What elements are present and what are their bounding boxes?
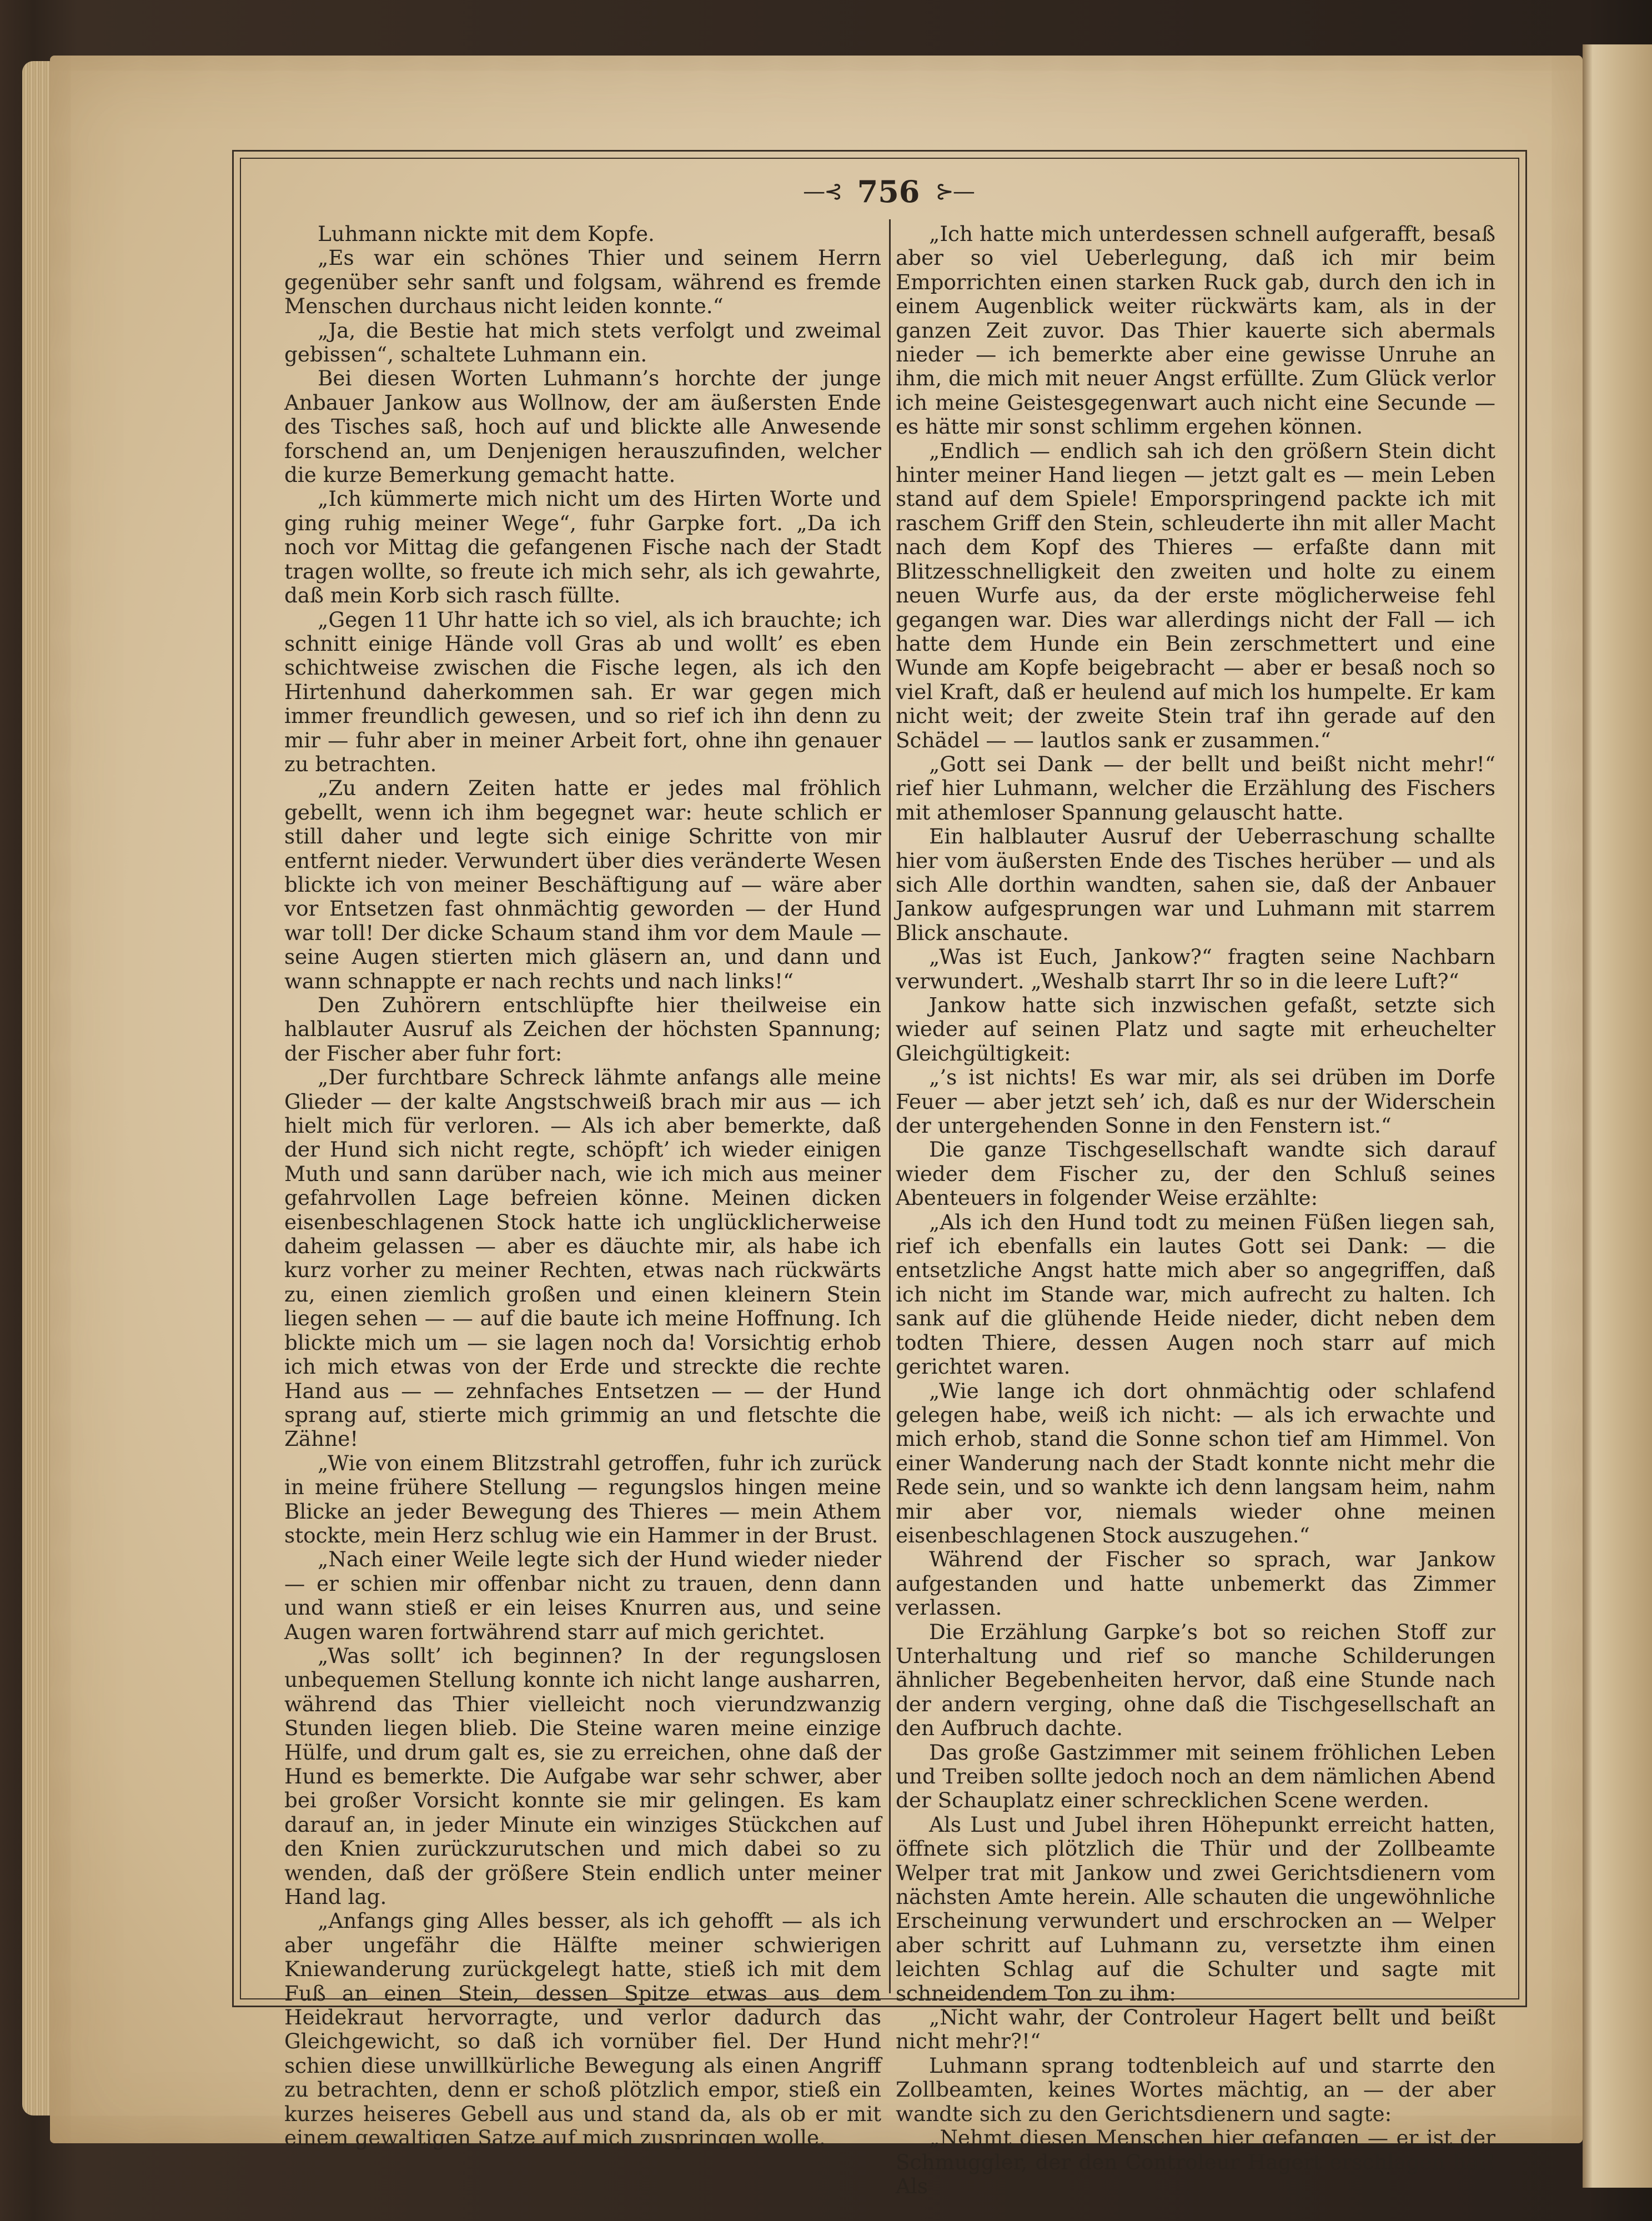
paragraph: „Als ich den Hund todt zu meinen Füßen liegen sah, rief ich ebenfalls ein lautes Gott sei Dank: — die entsetzliche Angst hatte mich aber so angegriffen, daß ich nicht im Stande war, mich aufrecht zu halten. Ich sank auf die glühende Heide nieder, dicht neben dem todten Thiere, dessen Augen noch starr auf mich gerichtet waren. (896, 1209, 1495, 1379)
column-divider (889, 219, 891, 1993)
paragraph: Die Erzählung Garpke’s bot so reichen Stoff zur Unterhaltung und rief so manche Schilderungen ähnlicher Begebenheiten hervor, daß eine Stunde nach der andern verging, ohne daß die Tischgesellschaft an den Aufbruch dachte. (896, 1619, 1495, 1741)
header-ornament-left: —⊰ (803, 179, 842, 204)
paragraph: Den Zuhörern entschlüpfte hier theilweise ein halblauter Ausruf als Zeichen der höchsten Spannung; der Fischer aber fuhr fort: (284, 993, 881, 1066)
paragraph: „Zu andern Zeiten hatte er jedes mal fröhlich gebellt, wenn ich ihm begegnet war: heute schlich er still daher und legte sich einige Schritte von mir entfernt nieder. Verwundert über dies veränderte Wesen blickte ich von meiner Beschäftigung auf — wäre aber vor Entsetzen fast ohnmächtig geworden — der Hund war toll! Der dicke Schaum stand ihm vor dem Maule — seine Augen stierten mich gläsern an, und dann und wann schnappte er nach rechts und nach links!“ (284, 776, 881, 993)
header-ornament-right: ⊱— (935, 179, 974, 204)
paragraph: „Endlich — endlich sah ich den größern Stein dicht hinter meiner Hand liegen — jetzt galt es — mein Leben stand auf dem Spiele! Emporspringend packte ich mit raschem Griff den Stein, schleuderte ihn mit aller Macht nach dem Kopf des Thieres — erfaßte dann mit Blitzesschnelligkeit den zweiten und holte zu einem neuen Wurfe aus, da der erste möglicherweise fehl gegangen war. Dies war allerdings nicht der Fall — ich hatte dem Hunde ein Bein zerschmettert und eine Wunde am Kopfe beigebracht — aber er besaß noch so viel Kraft, daß er heulend auf mich los humpelte. Er kam nicht weit; der zweite Stein traf ihn gerade auf den Schädel — — lautlos sank er zusammen.“ (896, 438, 1495, 752)
paragraph: „Wie lange ich dort ohnmächtig oder schlafend gelegen habe, weiß ich nicht: — als ich erwachte und mich erhob, stand die Sonne schon tief am Himmel. Von einer Wanderung nach der Stadt konnte nicht mehr die Rede sein, und so wankte ich denn langsam heim, nahm mir aber vor, niemals wieder ohne meinen eisenbeschlagenen Stock auszugehen.“ (896, 1378, 1495, 1547)
page-number: 756 (857, 174, 920, 209)
page-header (766, 167, 1011, 217)
paragraph: Jankow hatte sich inzwischen gefaßt, setzte sich wieder auf seinen Platz und sagte mit erheuchelter Gleichgültigkeit: (896, 993, 1495, 1066)
paragraph: „Nehmt diesen Menschen hier gefangen — er ist der Schmuggler, der den Controleur Hagert erschlagen hat! Als (896, 2125, 1495, 2198)
paragraph: Während der Fischer so sprach, war Jankow aufgestanden und hatte unbemerkt das Zimmer verlassen. (896, 1547, 1495, 1620)
paragraph: „Gott sei Dank — der bellt und beißt nicht mehr!“ rief hier Luhmann, welcher die Erzählung des Fischers mit athemloser Spannung gelauscht hatte. (896, 751, 1495, 825)
paragraph: „Was sollt’ ich beginnen? In der regungslosen unbequemen Stellung konnte ich nicht lange ausharren, während das Thier vielleicht noch vierundzwanzig Stunden liegen blieb. Die Steine waren meine einzige Hülfe, und drum galt es, sie zu erreichen, ohne daß der Hund es bemerkte. Die Aufgabe war sehr schwer, aber bei großer Vorsicht konnte sie mir gelingen. Es kam darauf an, in jeder Minute ein winziges Stückchen auf den Knien zurückzurutschen und mich dabei so zu wenden, daß der größere Stein endlich unter meiner Hand lag. (284, 1643, 881, 1910)
paragraph: Die ganze Tischgesellschaft wandte sich darauf wieder dem Fischer zu, der den Schluß seines Abenteuers in folgender Weise erzählte: (896, 1137, 1495, 1210)
paragraph: Als Lust und Jubel ihren Höhepunkt erreicht hatten, öffnete sich plötzlich die Thür und der Zollbeamte Welper trat mit Jankow und zwei Gerichtsdienern vom nächsten Amte herein. Alle schauten die ungewöhnliche Erscheinung verwundert und erschrocken an — Welper aber schritt auf Luhmann zu, versetzte ihm einen leichten Schlag auf die Schulter und sagte mit schneidendem Ton zu ihm: (896, 1812, 1495, 2006)
paragraph: „Es war ein schönes Thier und seinem Herrn gegenüber sehr sanft und folgsam, während es fremde Menschen durchaus nicht leiden konnte.“ (284, 245, 881, 319)
left-column (284, 222, 881, 2150)
paragraph: „Ja, die Bestie hat mich stets verfolgt und zweimal gebissen“, schaltete Luhmann ein. (284, 318, 881, 367)
paragraph: „Ich hatte mich unterdessen schnell aufgerafft, besaß aber so viel Ueberlegung, daß ich mir beim Emporrichten einen starken Ruck gab, durch den ich in einem Augenblick weiter rückwärts kam, als in der ganzen Zeit zuvor. Das Thier kauerte sich abermals nieder — ich bemerkte aber eine gewisse Unruhe an ihm, die mich mit neuer Angst erfüllte. Zum Glück verlor ich meine Geistesgegenwart auch nicht eine Secunde — es hätte mir sonst schlimm ergehen können. (896, 222, 1495, 439)
paragraph: „Gegen 11 Uhr hatte ich so viel, als ich brauchte; ich schnitt einige Hände voll Gras ab und wollt’ es eben schichtweise zwischen die Fische legen, als ich den Hirtenhund daherkommen sah. Er war gegen mich immer freundlich gewesen, und so rief ich ihn denn zu mir — fuhr aber in meiner Arbeit fort, ohne ihn genauer zu betrachten. (284, 607, 881, 776)
paragraph: Bei diesen Worten Luhmann’s horchte der junge Anbauer Jankow aus Wollnow, der am äußersten Ende des Tisches saß, hoch auf und blickte alle Anwesende forschend an, um Denjenigen herauszufinden, welcher die kurze Bemerkung gemacht hatte. (284, 366, 881, 488)
paragraph: „Ich kümmerte mich nicht um des Hirten Worte und ging ruhig meiner Wege“, fuhr Garpke fort. „Da ich noch vor Mittag die gefangenen Fische nach der Stadt tragen wollte, so freute ich mich sehr, als ich gewahrte, daß mein Korb sich rasch füllte. (284, 486, 881, 608)
facing-page-edge (1583, 44, 1652, 2188)
paragraph: „Nach einer Weile legte sich der Hund wieder nieder — er schien mir offenbar nicht zu trauen, denn dann und wann stieß er ein leises Knurren aus, und seine Augen waren fortwährend starr auf mich gerichtet. (284, 1547, 881, 1644)
right-column (896, 222, 1495, 2198)
paragraph: „Wie von einem Blitzstrahl getroffen, fuhr ich zurück in meine frühere Stellung — regungslos hingen meine Blicke an jeder Bewegung des Thieres — mein Athem stockte, mein Herz schlug wie ein Hammer in der Brust. (284, 1450, 881, 1547)
paragraph: Das große Gastzimmer mit seinem fröhlichen Leben und Treiben sollte jedoch noch an dem nämlichen Abend der Schauplatz einer schrecklichen Scene werden. (896, 1740, 1495, 1813)
paragraph: Ein halblauter Ausruf der Ueberraschung schallte hier vom äußersten Ende des Tisches herüber — und als sich Alle dorthin wandten, sahen sie, daß der Anbauer Jankow aufgesprungen war und Luhmann mit starrem Blick anschaute. (896, 824, 1495, 945)
paragraph: Luhmann nickte mit dem Kopfe. (318, 222, 655, 246)
paragraph: Luhmann sprang todtenbleich auf und starrte den Zollbeamten, keines Wortes mächtig, an — der aber wandte sich zu den Gerichtsdienern und sagte: (896, 2053, 1495, 2126)
paragraph: „Was ist Euch, Jankow?“ fragten seine Nachbarn verwundert. „Weshalb starrt Ihr so in die leere Luft?“ (896, 944, 1495, 993)
paragraph: „Der furchtbare Schreck lähmte anfangs alle meine Glieder — der kalte Angstschweiß brach mir aus — ich hielt mich für verloren. — Als ich aber bemerkte, daß der Hund sich nicht regte, schöpft’ ich wieder einigen Muth und sann darüber nach, wie ich mich aus meiner gefahrvollen Lage befreien könne. Meinen dicken eisenbeschlagenen Stock hatte ich unglücklicherweise daheim gelassen — aber es däuchte mir, als habe ich kurz vorher zu meiner Rechten, etwas nach rückwärts zu, einen ziemlich großen und einen kleinern Stein liegen sehen — — auf die baute ich meine Hoffnung. Ich blickte mich um — sie lagen noch da! Vorsichtig erhob ich mich etwas von der Erde und streckte die rechte Hand aus — — zehnfaches Entsetzen — — der Hund sprang auf, stierte mich grimmig an und fletschte die Zähne! (284, 1065, 881, 1451)
paragraph: „Nicht wahr, der Controleur Hagert bellt und beißt nicht mehr?!“ (896, 2005, 1495, 2054)
paragraph: „’s ist nichts! Es war mir, als sei drüben im Dorfe Feuer — aber jetzt seh’ ich, daß es nur der Widerschein der untergehenden Sonne in den Fenstern ist.“ (896, 1065, 1495, 1138)
paragraph: „Anfangs ging Alles besser, als ich gehofft — als ich aber ungefähr die Hälfte meiner schwierigen Kniewanderung zurückgelegt hatte, stieß ich mit dem Fuß an einen Stein, dessen Spitze etwas aus dem Heidekraut hervorragte, und verlor dadurch das Gleichgewicht, so daß ich vornüber fiel. Der Hund schien diese unwillkürliche Bewegung als einen Angriff zu betrachten, denn er schoß plötzlich empor, stieß ein kurzes heiseres Gebell aus und stand da, als ob er mit einem gewaltigen Satze auf mich zuspringen wolle. (284, 1908, 881, 2150)
